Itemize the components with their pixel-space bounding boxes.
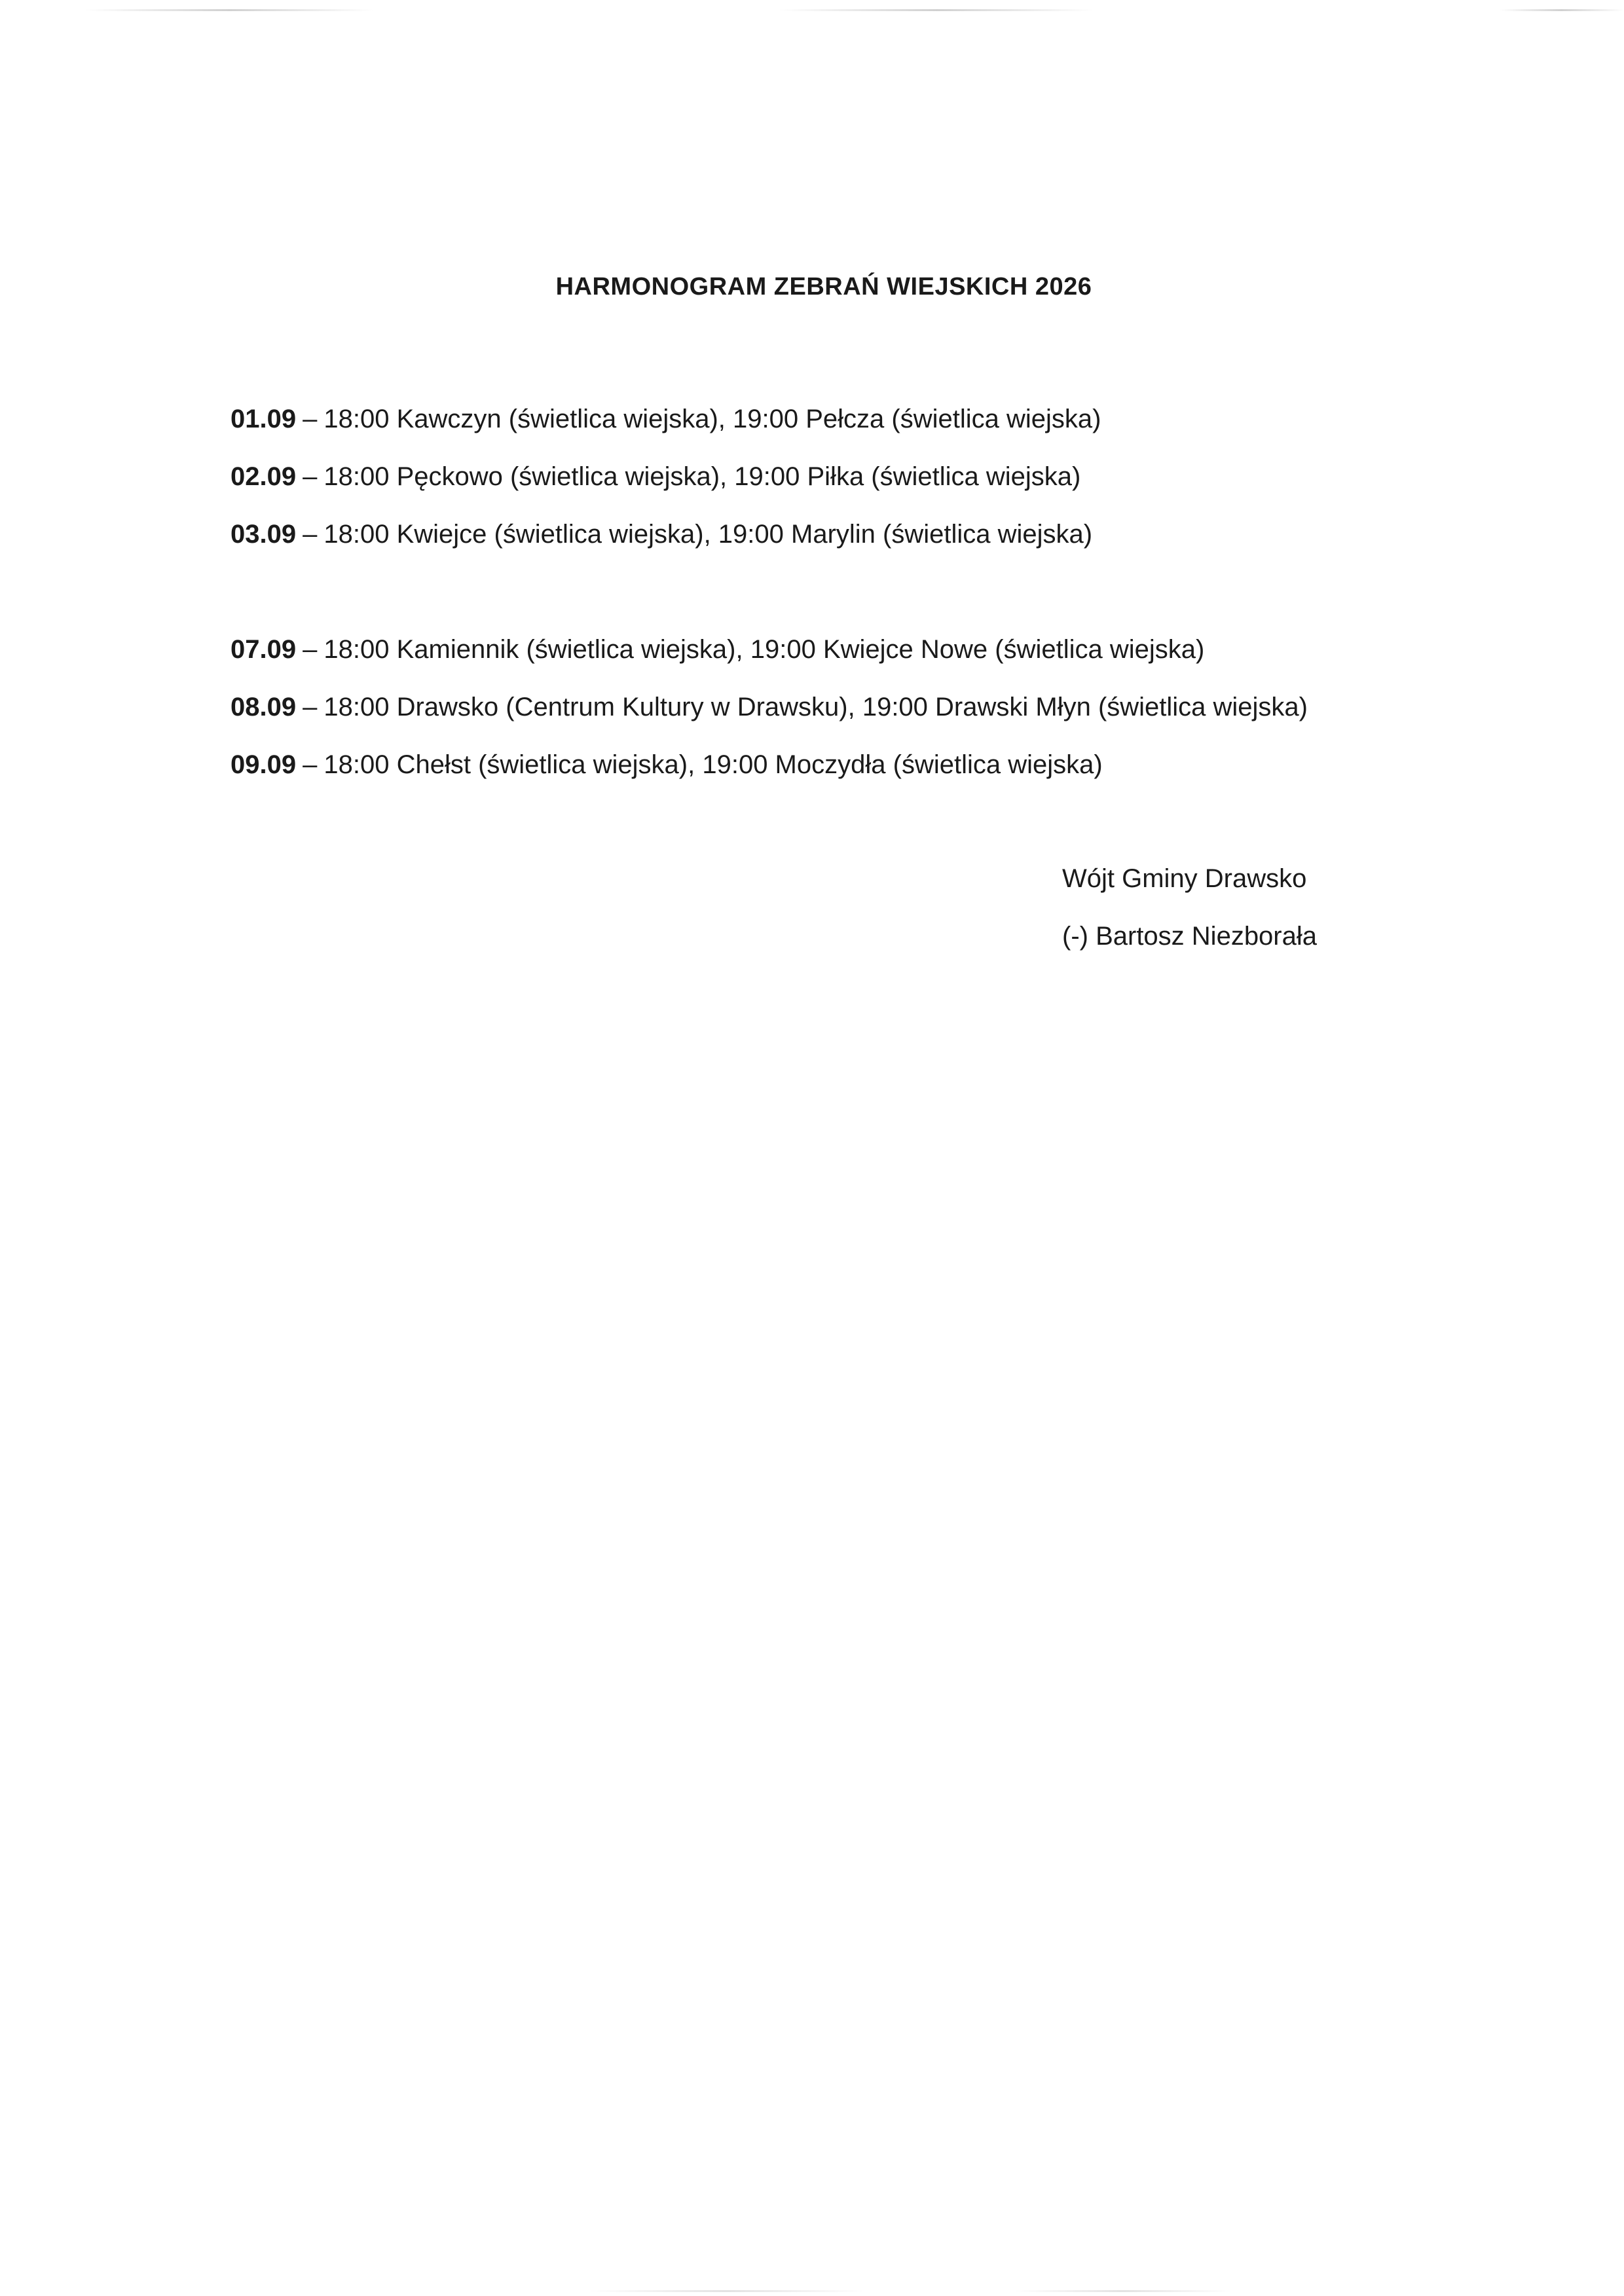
entry-dash: –: [303, 520, 318, 549]
entry-dash: –: [303, 750, 318, 779]
entry-text: 18:00 Kawczyn (świetlica wiejska), 19:00 Pełcza (świetlica wiejska): [323, 405, 1101, 433]
signatory-name: (-) Bartosz Niezborała: [1062, 922, 1318, 951]
entry-dash: –: [303, 462, 318, 491]
entry-dash: –: [303, 635, 318, 664]
entry-date: 02.09: [231, 462, 297, 491]
entry-date: 07.09: [231, 635, 297, 664]
entry-date: 08.09: [231, 693, 297, 721]
scan-edge-top-center: [779, 9, 1094, 11]
scan-edge-top-left: [85, 9, 373, 11]
entry-text: 18:00 Kamiennik (świetlica wiejska), 19:00 Kwiejce Nowe (świetlica wiejska): [323, 635, 1205, 664]
entry-date: 03.09: [231, 520, 297, 549]
schedule-entry: [231, 505, 1308, 563]
meeting-schedule: [231, 390, 1308, 793]
entry-dash: –: [303, 405, 318, 433]
schedule-entry: [231, 736, 1308, 793]
entry-text: 18:00 Kwiejce (świetlica wiejska), 19:00 Marylin (świetlica wiejska): [323, 520, 1093, 549]
scan-edge-top-right: [1500, 9, 1624, 11]
entry-dash: –: [303, 693, 318, 721]
entry-date: 09.09: [231, 750, 297, 779]
entry-date: 01.09: [231, 405, 297, 433]
schedule-entry: [231, 390, 1308, 448]
document-title: HARMONOGRAM ZEBRAŃ WIEJSKICH 2026: [555, 273, 1092, 301]
schedule-entry: [231, 448, 1308, 505]
signatory-role: Wójt Gminy Drawsko: [1062, 864, 1307, 893]
schedule-entry: [231, 678, 1308, 736]
scan-edge-bottom-right: [1015, 2290, 1231, 2292]
schedule-entry: [231, 621, 1308, 678]
entry-text: 18:00 Pęckowo (świetlica wiejska), 19:00 Piłka (świetlica wiejska): [323, 462, 1081, 491]
entry-text: 18:00 Drawsko (Centrum Kultury w Drawsku), 19:00 Drawski Młyn (świetlica wiejska): [323, 693, 1308, 721]
signature-block: [1062, 850, 1317, 965]
scan-edge-bottom-left: [589, 2290, 864, 2292]
entry-text: 18:00 Chełst (świetlica wiejska), 19:00 Moczydła (świetlica wiejska): [323, 750, 1103, 779]
